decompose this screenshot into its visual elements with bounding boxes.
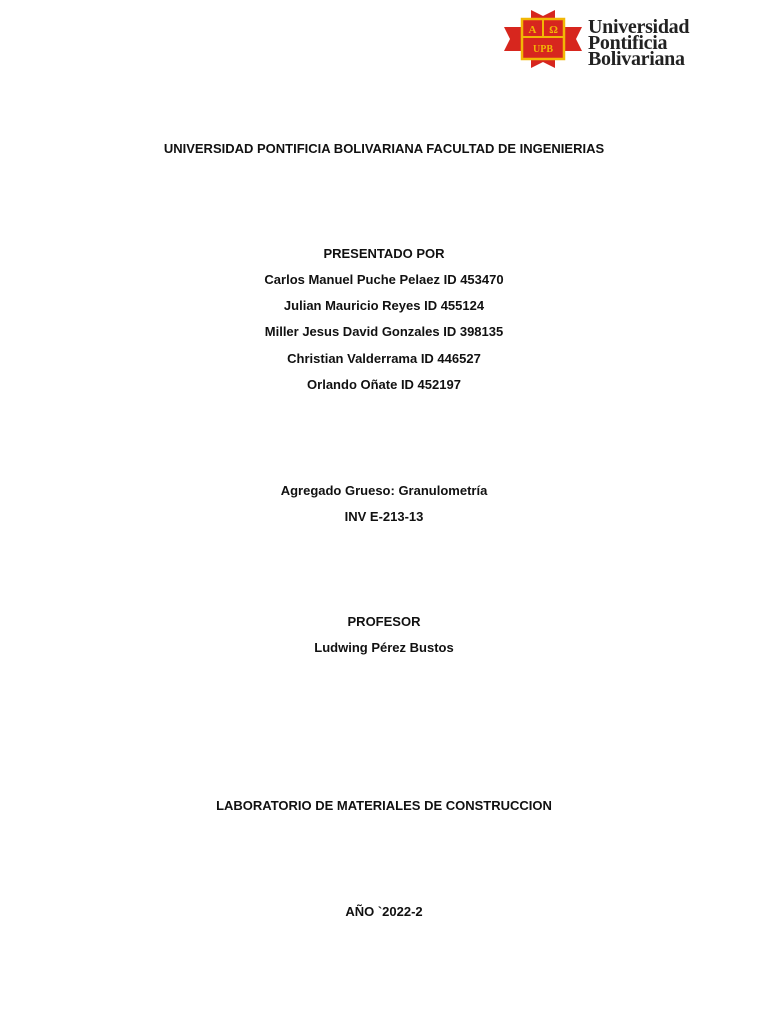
academic-year: AÑO `2022-2 (345, 904, 423, 919)
document-title: UNIVERSIDAD PONTIFICIA BOLIVARIANA FACULTAD DE INGENIERIAS (163, 141, 605, 156)
presented-by-heading: PRESENTADO POR (323, 246, 445, 261)
emblem-omega: Ω (549, 24, 558, 36)
topic-title: Agregado Grueso: Granulometría (280, 483, 488, 498)
author-line: Orlando Oñate ID 452197 (307, 377, 461, 392)
author-line: Christian Valderrama ID 446527 (287, 351, 481, 366)
author-line: Carlos Manuel Puche Pelaez ID 453470 (264, 272, 504, 287)
course-name: LABORATORIO DE MATERIALES DE CONSTRUCCION (216, 798, 552, 813)
professor-name: Ludwing Pérez Bustos (314, 640, 454, 655)
author-line: Julian Mauricio Reyes ID 455124 (283, 298, 485, 313)
emblem-upb: UPB (533, 44, 553, 55)
emblem-alpha: A (528, 24, 537, 36)
professor-heading: PROFESOR (347, 614, 421, 629)
logo-wordmark-line: Universidad (588, 16, 690, 38)
university-logo (504, 10, 734, 68)
university-emblem-icon (504, 10, 582, 68)
logo-wordmark (588, 16, 690, 70)
logo-wordmark-line: Bolivariana (588, 48, 685, 70)
logo-wordmark-line: Pontificia (588, 32, 668, 54)
norm-code: INV E-213-13 (344, 509, 424, 524)
author-line: Miller Jesus David Gonzales ID 398135 (264, 324, 504, 339)
